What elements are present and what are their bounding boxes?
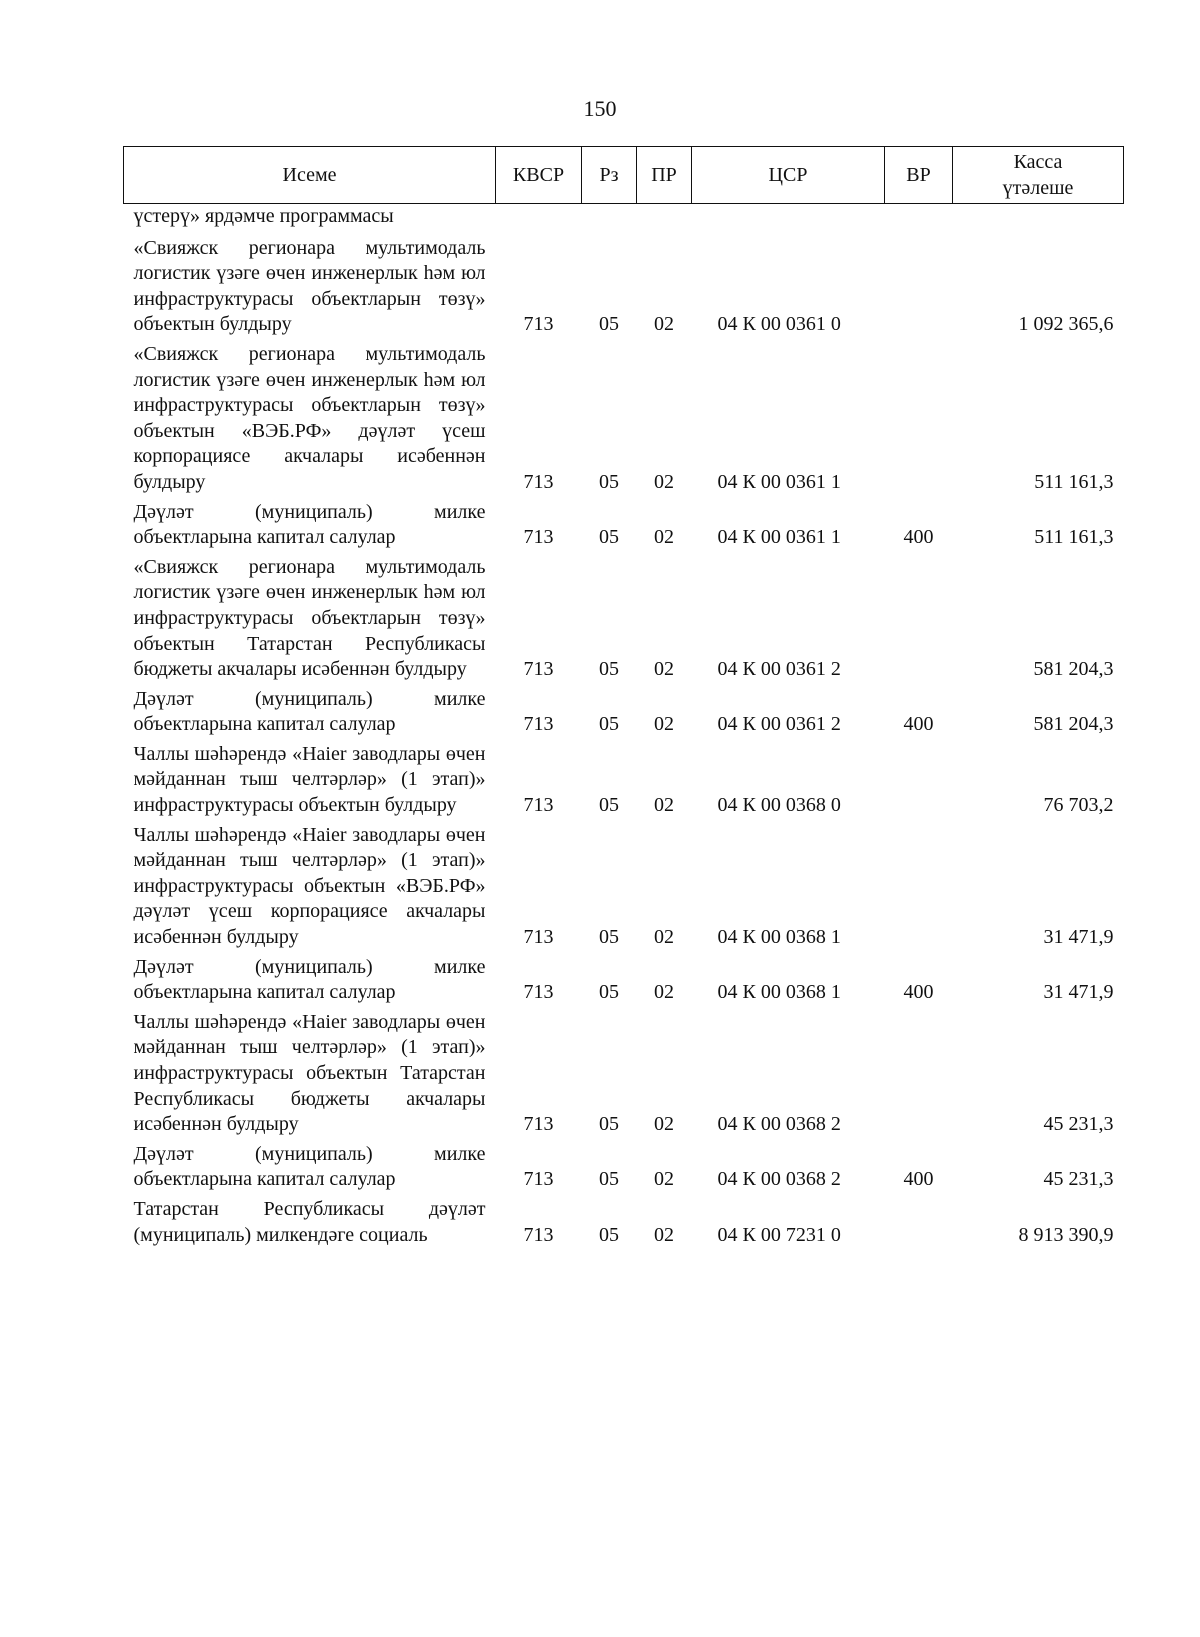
header-cash-execution [953, 147, 1124, 204]
row-name: Татарстан Республикасы дәүләт (муниципаль) милкендәге социаль [133, 1197, 486, 1246]
row-pr: 02 [654, 1113, 674, 1136]
page-number: 150 [583, 96, 617, 121]
header-kvsr: КВСР [496, 147, 582, 204]
row-vr [885, 340, 953, 498]
table-row [124, 953, 1124, 1008]
row-pr: 02 [654, 1223, 674, 1246]
row-kvsr: 713 [523, 1113, 554, 1136]
row-kvsr: 713 [523, 794, 554, 817]
row-cash-execution: 1 092 365,6 [1018, 313, 1114, 336]
row-rz: 05 [599, 658, 619, 681]
row-vr [885, 1195, 953, 1250]
row-csr: 04 К 00 0368 2 [717, 1168, 841, 1191]
row-rz: 05 [599, 526, 619, 549]
row-rz: 05 [599, 313, 619, 336]
row-cash-execution: 76 703,2 [1043, 794, 1114, 817]
row-cash-execution: 511 161,3 [1034, 526, 1114, 549]
row-kvsr: 713 [523, 658, 554, 681]
row-vr [885, 553, 953, 685]
table-row [124, 1008, 1124, 1140]
row-name: Дәүләт (муниципаль) милке объектларына капитал салулар [133, 955, 486, 1004]
row-pr: 02 [654, 470, 674, 493]
table-row [124, 340, 1124, 498]
table-row [124, 204, 1124, 234]
row-cash-execution [953, 204, 1124, 234]
row-csr: 04 К 00 0368 1 [717, 926, 841, 949]
row-cash-execution: 31 471,9 [1043, 926, 1114, 949]
row-name: «Свияжск регионара мультимодаль логистик үзәге өчен инженерлык һәм юл инфраструктурасы объектларын төзү» объектын булдыру [133, 236, 486, 336]
table-row [124, 234, 1124, 340]
row-csr: 04 К 00 0361 2 [717, 658, 841, 681]
table-row [124, 1195, 1124, 1250]
row-kvsr: 713 [523, 713, 554, 736]
row-name: Дәүләт (муниципаль) милке объектларына капитал салулар [133, 1142, 486, 1191]
row-pr: 02 [654, 794, 674, 817]
row-vr [885, 740, 953, 821]
row-vr: 400 [903, 526, 934, 549]
row-name: «Свияжск регионара мультимодаль логистик үзәге өчен инженерлык һәм юл инфраструктурасы объектларын төзү» объектын Татарстан Республикасы бюджеты акчалары исәбеннән булдыру [133, 555, 486, 681]
row-kvsr: 713 [523, 926, 554, 949]
table-row [124, 1140, 1124, 1195]
row-kvsr: 713 [523, 470, 554, 493]
table-row [124, 821, 1124, 953]
row-rz: 05 [599, 981, 619, 1004]
row-vr: 400 [903, 713, 934, 736]
row-kvsr: 713 [523, 1223, 554, 1246]
row-kvsr [496, 204, 582, 234]
row-pr: 02 [654, 1168, 674, 1191]
row-vr [885, 234, 953, 340]
row-cash-execution: 511 161,3 [1034, 470, 1114, 493]
row-name: Дәүләт (муниципаль) милке объектларына капитал салулар [133, 687, 486, 736]
table-header [124, 147, 1124, 204]
table-row [124, 685, 1124, 740]
row-name: «Свияжск регионара мультимодаль логистик үзәге өчен инженерлык һәм юл инфраструктурасы объектларын төзү» объектын «ВЭБ.РФ» дәүләт үсеш корпорациясе акчалары исәбеннән булдыру [133, 342, 486, 493]
header-rz: Рз [582, 147, 637, 204]
row-csr: 04 К 00 0368 1 [717, 981, 841, 1004]
row-vr [885, 1008, 953, 1140]
row-kvsr: 713 [523, 526, 554, 549]
row-pr [637, 204, 692, 234]
row-name: үстерү» ярдәмче программасы [133, 205, 394, 227]
row-name: Чаллы шәһәрендә «Haier заводлары өчен мәйданнан тыш челтәрләр» (1 этап)» инфраструктурасы объектын «ВЭБ.РФ» дәүләт үсеш корпорациясе акчалары исәбеннән булдыру [133, 823, 486, 949]
row-csr [692, 204, 885, 234]
table-row [124, 553, 1124, 685]
row-pr: 02 [654, 926, 674, 949]
header-cash-execution-line2: үтәлеше [1002, 177, 1074, 199]
row-rz: 05 [599, 794, 619, 817]
row-csr: 04 К 00 7231 0 [717, 1223, 841, 1246]
row-rz: 05 [599, 1223, 619, 1246]
header-name: Исеме [124, 147, 496, 204]
row-pr: 02 [654, 658, 674, 681]
table-row [124, 498, 1124, 553]
row-vr [885, 204, 953, 234]
header-pr: ПР [637, 147, 692, 204]
row-vr: 400 [903, 981, 934, 1004]
row-rz [582, 204, 637, 234]
row-kvsr: 713 [523, 1168, 554, 1191]
row-name: Чаллы шәһәрендә «Haier заводлары өчен мәйданнан тыш челтәрләр» (1 этап)» инфраструктурасы объектын булдыру [133, 742, 486, 817]
row-pr: 02 [654, 526, 674, 549]
row-pr: 02 [654, 713, 674, 736]
row-csr: 04 К 00 0368 0 [717, 794, 841, 817]
header-vr: ВР [885, 147, 953, 204]
row-rz: 05 [599, 713, 619, 736]
row-rz: 05 [599, 1168, 619, 1191]
row-csr: 04 К 00 0361 2 [717, 713, 841, 736]
row-cash-execution: 45 231,3 [1043, 1168, 1114, 1191]
row-cash-execution: 581 204,3 [1033, 658, 1114, 681]
row-cash-execution: 8 913 390,9 [1018, 1223, 1114, 1246]
budget-table [123, 146, 1123, 1250]
row-name: Дәүләт (муниципаль) милке объектларына капитал салулар [133, 500, 486, 549]
row-csr: 04 К 00 0361 1 [717, 526, 841, 549]
row-cash-execution: 581 204,3 [1033, 713, 1114, 736]
table-header-row [124, 147, 1124, 204]
row-vr [885, 821, 953, 953]
row-vr: 400 [903, 1168, 934, 1191]
row-rz: 05 [599, 926, 619, 949]
row-cash-execution: 45 231,3 [1043, 1113, 1114, 1136]
row-csr: 04 К 00 0361 1 [717, 470, 841, 493]
row-pr: 02 [654, 313, 674, 336]
row-csr: 04 К 00 0368 2 [717, 1113, 841, 1136]
table-body [124, 204, 1124, 1251]
table-row [124, 740, 1124, 821]
budget-table-grid [123, 146, 1124, 1250]
row-csr: 04 К 00 0361 0 [717, 313, 841, 336]
row-kvsr: 713 [523, 981, 554, 1004]
row-name: Чаллы шәһәрендә «Haier заводлары өчен мәйданнан тыш челтәрләр» (1 этап)» инфраструктурасы объектын Татарстан Республикасы бюджеты акчалары исәбеннән булдыру [133, 1010, 486, 1136]
row-rz: 05 [599, 1113, 619, 1136]
row-rz: 05 [599, 470, 619, 493]
row-pr: 02 [654, 981, 674, 1004]
row-cash-execution: 31 471,9 [1043, 981, 1114, 1004]
row-kvsr: 713 [523, 313, 554, 336]
header-cash-execution-line1: Касса [1013, 151, 1063, 173]
header-csr: ЦСР [692, 147, 885, 204]
